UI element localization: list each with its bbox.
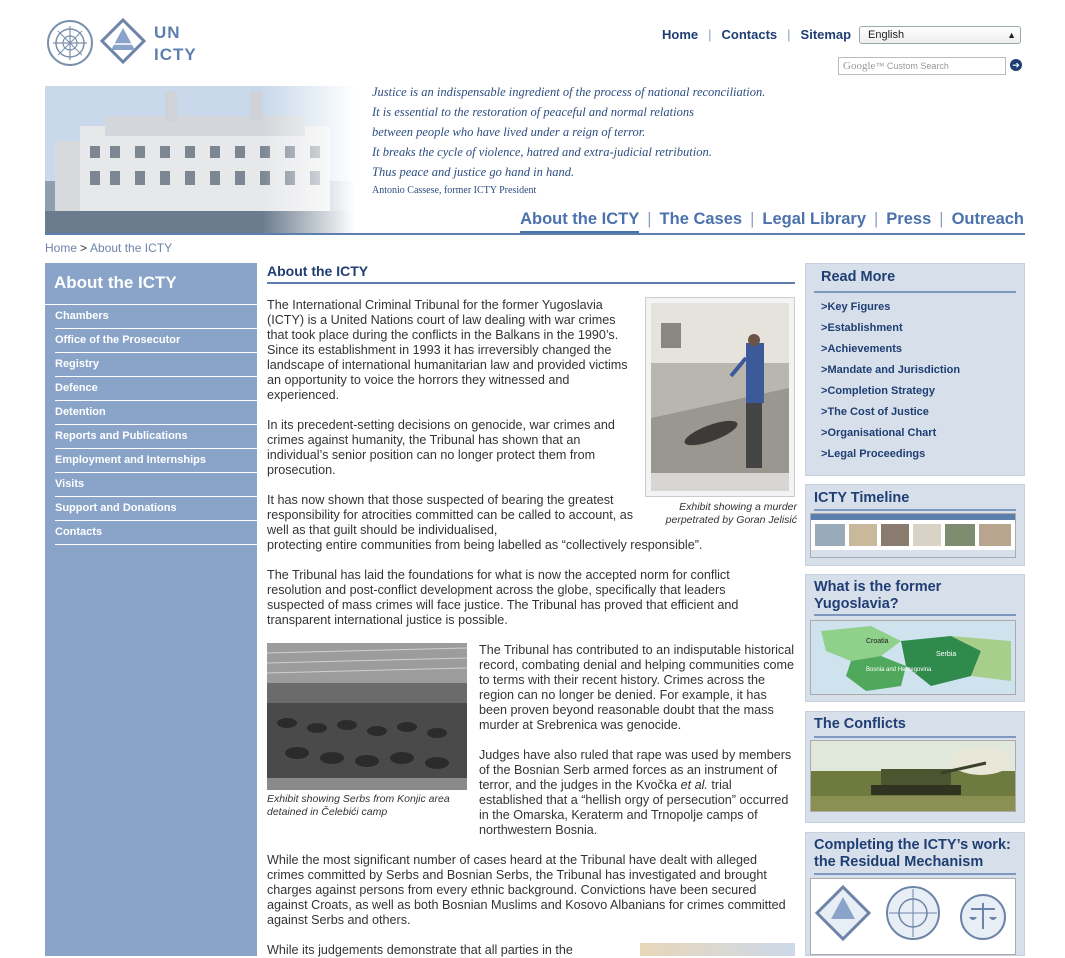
sidebar-item-prosecutor[interactable]: Office of the Prosecutor — [55, 329, 257, 353]
link-label: Mandate and Jurisdiction — [827, 364, 961, 376]
link-label: Completion Strategy — [827, 385, 936, 397]
read-more-title: Read More — [821, 269, 896, 285]
language-value: English — [868, 29, 905, 41]
top-nav-contacts[interactable]: Contacts — [721, 27, 778, 42]
breadcrumb-separator: > — [80, 241, 88, 255]
map-label: Croatia — [866, 638, 889, 645]
read-more-proceedings[interactable] — [821, 444, 1024, 465]
paragraph: In its precedent-setting decisions on genocide, war crimes and crimes against humanity, the Tribunal has shown that an individual’s senior position can no longer protect them from prosecution. — [267, 418, 615, 477]
sidebar-item-defence[interactable]: Defence — [55, 377, 257, 401]
link-label: Legal Proceedings — [827, 448, 926, 460]
residual-logos[interactable] — [810, 878, 1016, 955]
exhibit-photo-camp[interactable] — [267, 643, 467, 790]
timeline-title: ICTY Timeline — [814, 490, 910, 506]
paragraph — [479, 748, 795, 838]
conflicts-title: The Conflicts — [814, 716, 906, 732]
sidebar-item-registry[interactable]: Registry — [55, 353, 257, 377]
timeline-thumbnail[interactable] — [810, 513, 1016, 558]
bullet-icon: > — [821, 427, 828, 439]
nav-divider — [45, 233, 1025, 235]
site-logo-text — [154, 22, 197, 66]
bullet-icon: > — [821, 364, 828, 376]
quote-line: It breaks the cycle of violence, hatred and extra-judicial retribution. — [372, 145, 712, 159]
page-title: About the ICTY — [267, 263, 369, 279]
paragraph-text: trial established that a “hellish orgy of persecution” occurred in the Omarska, Keraterm and Trnopolje camps of northwestern Bosnia. — [479, 778, 789, 837]
top-nav-sitemap[interactable]: Sitemap — [800, 27, 852, 42]
paragraph: While the most significant number of cases heard at the Tribunal have dealt with alleged crimes committed by Serbs and Bosnian Serbs, the Tribunal has investigated and brought charges against persons from every ethnic background. Convictions have been secured against Croats, as well as both Bosnian Muslims and Kosovo Albanians for crimes committed against Serbs and others. — [267, 853, 786, 927]
breadcrumb — [45, 241, 172, 255]
paragraph-emphasis: et al. — [680, 778, 708, 792]
quote-block — [372, 82, 765, 182]
main-nav-press[interactable]: Press — [886, 210, 932, 228]
search-input[interactable]: Google™ Custom Search — [838, 57, 1006, 75]
left-sidebar — [45, 263, 257, 956]
paragraph: It has now shown that those suspected of bearing the greatest responsibility for atrocities committed can be called to account, as well as that guilt should be individualised, — [267, 493, 634, 537]
read-more-establishment[interactable] — [821, 318, 1024, 339]
main-nav-outreach[interactable]: Outreach — [951, 210, 1024, 228]
main-nav-cases[interactable]: The Cases — [659, 210, 743, 228]
main-nav — [520, 210, 1024, 234]
bullet-icon: > — [821, 448, 828, 460]
box-divider — [814, 873, 1016, 875]
link-label: Achievements — [827, 343, 903, 355]
sidebar-item-support[interactable]: Support and Donations — [55, 497, 257, 521]
bullet-icon: > — [821, 343, 828, 355]
breadcrumb-current: About the ICTY — [90, 241, 173, 255]
read-more-completion[interactable] — [821, 381, 1024, 402]
paragraph-text: Judges have also ruled that rape was used by members of the Bosnian Serb armed forces as an instrument of terror, and the judges in the Kvočka — [479, 748, 792, 792]
bullet-icon: > — [821, 301, 828, 313]
read-more-key-figures[interactable] — [821, 297, 1024, 318]
link-label: Key Figures — [827, 301, 891, 313]
link-label: Organisational Chart — [827, 427, 937, 439]
search-brand: Google — [843, 60, 876, 72]
photo-caption: Exhibit showing Serbs from Konjic area detained in Čelebići camp — [267, 793, 450, 818]
bullet-icon: > — [821, 406, 828, 418]
banner-building-image — [45, 86, 355, 234]
box-divider — [814, 614, 1016, 616]
paragraph: While its judgements demonstrate that all parties in the — [267, 943, 573, 957]
search-placeholder: Custom Search — [886, 61, 949, 71]
paragraph: The International Criminal Tribunal for the former Yugoslavia (ICTY) is a United Nations court of law dealing with war crimes that took place during the conflicts in the Balkans in the 1990’s. Since its establishment in 1993 it has irreversibly changed the landscape of international humanitarian law and provided victims an opportunity to voice the horrors they witnessed and experienced. — [267, 298, 628, 402]
top-nav — [662, 27, 851, 42]
paragraph: The Tribunal has laid the foundations for what is now the accepted norm for conflict resolution and post-conflict development across the globe, specifically that leaders suspected of mass crimes will face justice. The Tribunal has proved that efficient and transparent international justice is possible. — [267, 568, 739, 627]
nav-separator: | — [647, 210, 652, 228]
sidebar-title: About the ICTY — [45, 263, 257, 305]
conflicts-photo[interactable] — [810, 740, 1016, 812]
nav-separator: | — [874, 210, 879, 228]
read-more-org-chart[interactable] — [821, 423, 1024, 444]
box-divider — [814, 291, 1016, 293]
quote-line: between people who have lived under a reign of terror. — [372, 125, 646, 139]
conflicts-box[interactable] — [805, 711, 1025, 823]
sidebar-item-contacts[interactable]: Contacts — [55, 521, 257, 545]
search-go-icon[interactable]: ➔ — [1010, 59, 1022, 71]
paragraph: The Tribunal has contributed to an indisputable historical record, combating denial and helping communities come to terms with their recent history. Crimes across the region can no longer be denied. For example, it has been proven beyond reasonable doubt that the mass murder at Srebrenica was genocide. — [479, 643, 795, 732]
icty-logo[interactable] — [100, 18, 146, 64]
link-label: Establishment — [827, 322, 903, 334]
quote-line: It is essential to the restoration of peaceful and normal relations — [372, 105, 694, 119]
sidebar-item-detention[interactable]: Detention — [55, 401, 257, 425]
paragraph: protecting entire communities from being labelled as “collectively responsible”. — [267, 538, 703, 552]
residual-title: Completing the ICTY’s work: the Residual Mechanism — [814, 837, 1011, 870]
title-divider — [267, 282, 795, 284]
read-more-box — [805, 263, 1025, 476]
logo-text-icty: ICTY — [154, 45, 197, 64]
map-label: Bosnia and Herzegovina — [866, 667, 932, 673]
yugoslavia-map[interactable] — [810, 620, 1016, 695]
quote-line: Justice is an indispensable ingredient of the process of national reconciliation. — [372, 85, 766, 99]
sidebar-item-visits[interactable]: Visits — [55, 473, 257, 497]
logo-text-un: UN — [154, 23, 181, 42]
top-nav-home[interactable]: Home — [662, 27, 699, 42]
breadcrumb-home[interactable]: Home — [45, 241, 78, 255]
nav-separator: | — [750, 210, 755, 228]
sidebar-item-chambers[interactable]: Chambers — [55, 305, 257, 329]
select-arrows-icon: ▲ — [1007, 30, 1016, 40]
sidebar-item-employment[interactable]: Employment and Internships — [55, 449, 257, 473]
main-nav-about[interactable]: About the ICTY — [520, 210, 639, 234]
former-yugoslavia-box[interactable] — [805, 574, 1025, 702]
quote-author: Antonio Cassese, former ICTY President — [372, 185, 537, 196]
bullet-icon: > — [821, 385, 828, 397]
nav-separator: | — [708, 27, 712, 42]
main-nav-legal-library[interactable]: Legal Library — [762, 210, 866, 228]
read-more-cost[interactable] — [821, 402, 1024, 423]
quote-line: Thus peace and justice go hand in hand. — [372, 165, 575, 179]
un-logo[interactable] — [45, 18, 95, 68]
language-select[interactable] — [859, 26, 1021, 44]
box-divider — [814, 736, 1016, 738]
photo-caption: Exhibit showing a murder perpetrated by Goran Jelisić — [665, 501, 797, 526]
nav-separator: | — [787, 27, 791, 42]
map-label: Serbia — [936, 651, 957, 658]
yugoslavia-title: What is the former Yugoslavia? — [814, 579, 942, 612]
box-divider — [814, 509, 1016, 511]
photo-thumbnail[interactable] — [640, 943, 795, 956]
link-label: The Cost of Justice — [827, 406, 929, 418]
nav-separator: | — [939, 210, 944, 228]
exhibit-photo-murder[interactable] — [645, 297, 795, 497]
read-more-mandate[interactable] — [821, 360, 1024, 381]
bullet-icon: > — [821, 322, 828, 334]
timeline-box[interactable] — [805, 484, 1025, 566]
sidebar-item-reports[interactable]: Reports and Publications — [55, 425, 257, 449]
read-more-achievements[interactable] — [821, 339, 1024, 360]
residual-mechanism-box[interactable] — [805, 832, 1025, 956]
